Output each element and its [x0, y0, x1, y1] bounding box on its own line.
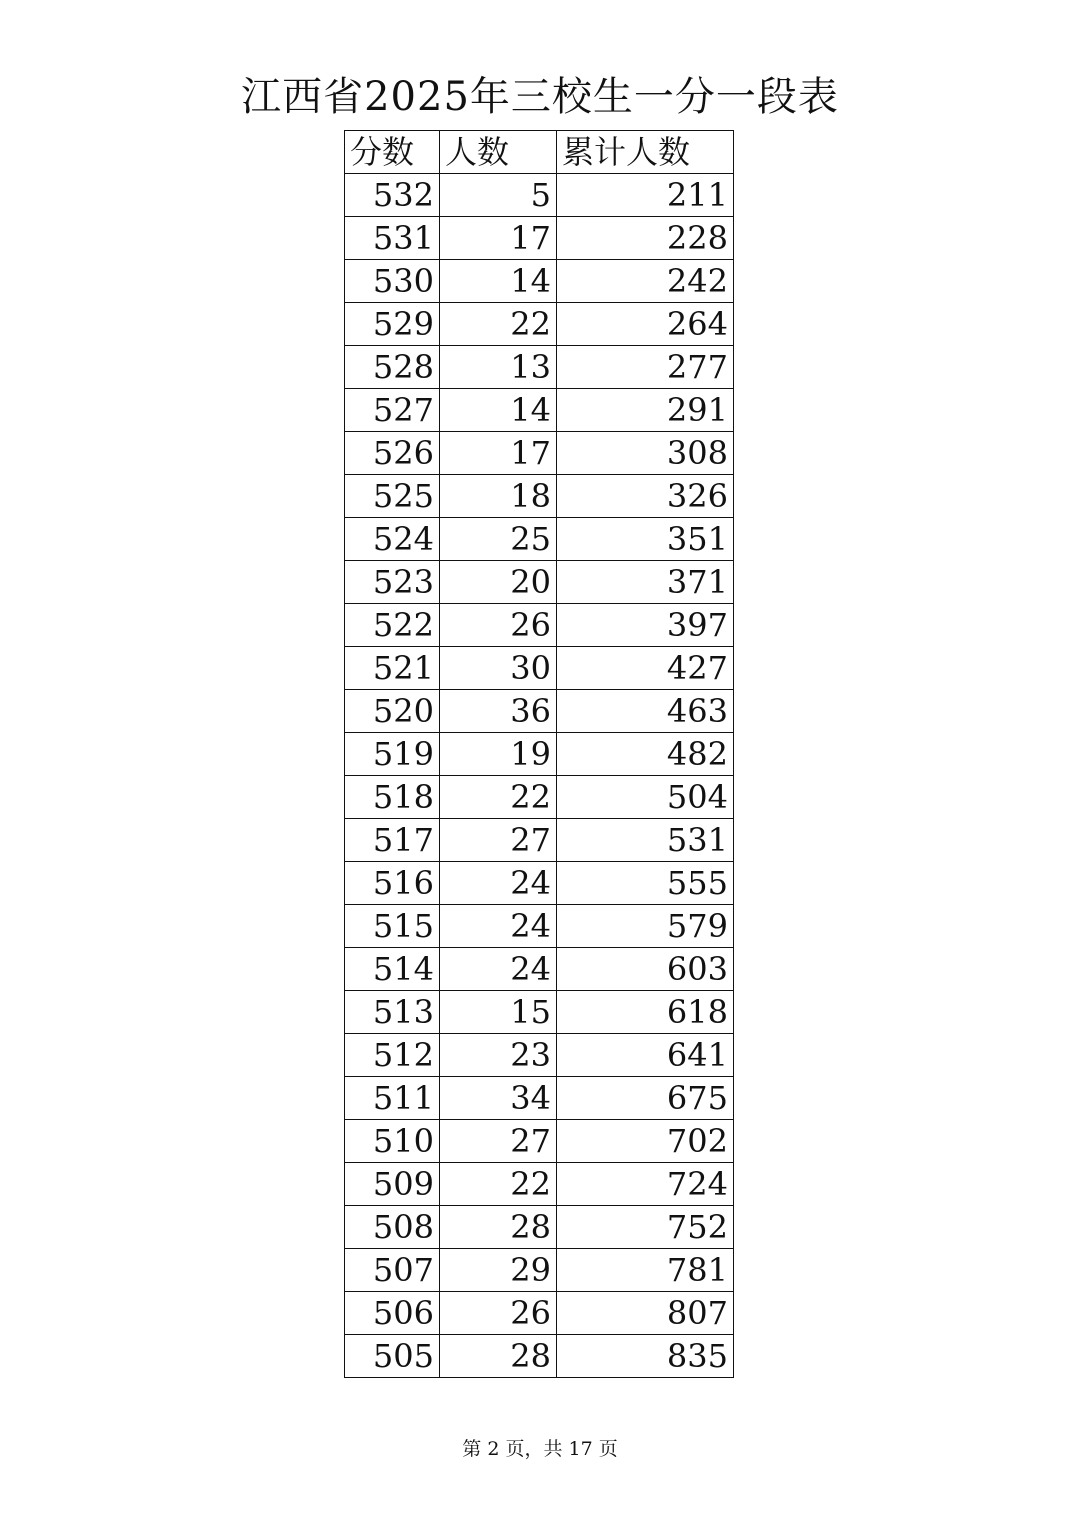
cumulative-cell: 835 — [557, 1335, 734, 1378]
score-cell: 526 — [345, 432, 440, 475]
cumulative-cell: 555 — [557, 862, 734, 905]
score-cell: 519 — [345, 733, 440, 776]
count-cell: 28 — [440, 1335, 557, 1378]
count-cell: 19 — [440, 733, 557, 776]
count-cell: 27 — [440, 819, 557, 862]
table-row — [345, 1120, 734, 1163]
score-cell: 515 — [345, 905, 440, 948]
score-cell: 508 — [345, 1206, 440, 1249]
cumulative-cell: 291 — [557, 389, 734, 432]
score-cell: 514 — [345, 948, 440, 991]
cumulative-cell: 702 — [557, 1120, 734, 1163]
page-title: 江西省2025年三校生一分一段表 — [241, 74, 839, 120]
table-row — [345, 1292, 734, 1335]
cumulative-cell: 463 — [557, 690, 734, 733]
page-footer: 第 2 页，共 17 页 — [462, 1438, 618, 1460]
score-cell: 524 — [345, 518, 440, 561]
score-cell: 532 — [345, 174, 440, 217]
score-cell: 505 — [345, 1335, 440, 1378]
table-row — [345, 1206, 734, 1249]
table-row — [345, 776, 734, 819]
score-cell: 510 — [345, 1120, 440, 1163]
count-cell: 25 — [440, 518, 557, 561]
score-cell: 513 — [345, 991, 440, 1034]
score-cell: 507 — [345, 1249, 440, 1292]
table-row — [345, 1077, 734, 1120]
cumulative-cell: 531 — [557, 819, 734, 862]
score-cell: 527 — [345, 389, 440, 432]
table-row — [345, 1034, 734, 1077]
table-row — [345, 217, 734, 260]
count-cell: 23 — [440, 1034, 557, 1077]
table-row — [345, 905, 734, 948]
cumulative-cell: 228 — [557, 217, 734, 260]
cumulative-cell: 427 — [557, 647, 734, 690]
table-row — [345, 647, 734, 690]
count-cell: 14 — [440, 260, 557, 303]
table-row — [345, 518, 734, 561]
score-cell: 512 — [345, 1034, 440, 1077]
cumulative-cell: 308 — [557, 432, 734, 475]
score-cell: 525 — [345, 475, 440, 518]
count-cell: 18 — [440, 475, 557, 518]
cumulative-cell: 675 — [557, 1077, 734, 1120]
table-row — [345, 1249, 734, 1292]
table-row — [345, 948, 734, 991]
cumulative-cell: 618 — [557, 991, 734, 1034]
table-row — [345, 561, 734, 604]
table-row — [345, 604, 734, 647]
header-score: 分数 — [345, 131, 440, 174]
count-cell: 30 — [440, 647, 557, 690]
cumulative-cell: 242 — [557, 260, 734, 303]
count-cell: 22 — [440, 303, 557, 346]
header-cumulative: 累计人数 — [557, 131, 734, 174]
score-cell: 518 — [345, 776, 440, 819]
count-cell: 17 — [440, 432, 557, 475]
cumulative-cell: 482 — [557, 733, 734, 776]
table-header — [345, 131, 734, 174]
table-row — [345, 389, 734, 432]
cumulative-cell: 724 — [557, 1163, 734, 1206]
count-cell: 14 — [440, 389, 557, 432]
table-row — [345, 475, 734, 518]
score-cell: 509 — [345, 1163, 440, 1206]
cumulative-cell: 397 — [557, 604, 734, 647]
count-cell: 24 — [440, 862, 557, 905]
table-row — [345, 346, 734, 389]
score-cell: 522 — [345, 604, 440, 647]
cumulative-cell: 351 — [557, 518, 734, 561]
score-cell: 531 — [345, 217, 440, 260]
table-row — [345, 819, 734, 862]
table-body — [345, 174, 734, 1378]
score-cell: 528 — [345, 346, 440, 389]
count-cell: 26 — [440, 1292, 557, 1335]
score-cell: 529 — [345, 303, 440, 346]
score-distribution-table — [344, 130, 734, 1378]
table-row — [345, 991, 734, 1034]
count-cell: 29 — [440, 1249, 557, 1292]
cumulative-cell: 752 — [557, 1206, 734, 1249]
table-row — [345, 432, 734, 475]
table-row — [345, 260, 734, 303]
score-cell: 516 — [345, 862, 440, 905]
count-cell: 27 — [440, 1120, 557, 1163]
table-row — [345, 690, 734, 733]
cumulative-cell: 264 — [557, 303, 734, 346]
count-cell: 15 — [440, 991, 557, 1034]
score-cell: 517 — [345, 819, 440, 862]
cumulative-cell: 641 — [557, 1034, 734, 1077]
score-cell: 521 — [345, 647, 440, 690]
count-cell: 5 — [440, 174, 557, 217]
count-cell: 36 — [440, 690, 557, 733]
count-cell: 22 — [440, 1163, 557, 1206]
cumulative-cell: 603 — [557, 948, 734, 991]
table-row — [345, 1163, 734, 1206]
score-cell: 511 — [345, 1077, 440, 1120]
cumulative-cell: 277 — [557, 346, 734, 389]
cumulative-cell: 211 — [557, 174, 734, 217]
count-cell: 24 — [440, 905, 557, 948]
cumulative-cell: 781 — [557, 1249, 734, 1292]
table-row — [345, 303, 734, 346]
header-row — [345, 131, 734, 174]
score-cell: 530 — [345, 260, 440, 303]
header-count: 人数 — [440, 131, 557, 174]
score-cell: 520 — [345, 690, 440, 733]
count-cell: 26 — [440, 604, 557, 647]
count-cell: 17 — [440, 217, 557, 260]
score-cell: 506 — [345, 1292, 440, 1335]
count-cell: 34 — [440, 1077, 557, 1120]
table-row — [345, 1335, 734, 1378]
cumulative-cell: 371 — [557, 561, 734, 604]
table-row — [345, 733, 734, 776]
count-cell: 24 — [440, 948, 557, 991]
score-cell: 523 — [345, 561, 440, 604]
count-cell: 28 — [440, 1206, 557, 1249]
cumulative-cell: 579 — [557, 905, 734, 948]
cumulative-cell: 807 — [557, 1292, 734, 1335]
count-cell: 22 — [440, 776, 557, 819]
count-cell: 13 — [440, 346, 557, 389]
count-cell: 20 — [440, 561, 557, 604]
table-row — [345, 174, 734, 217]
cumulative-cell: 504 — [557, 776, 734, 819]
table-row — [345, 862, 734, 905]
cumulative-cell: 326 — [557, 475, 734, 518]
